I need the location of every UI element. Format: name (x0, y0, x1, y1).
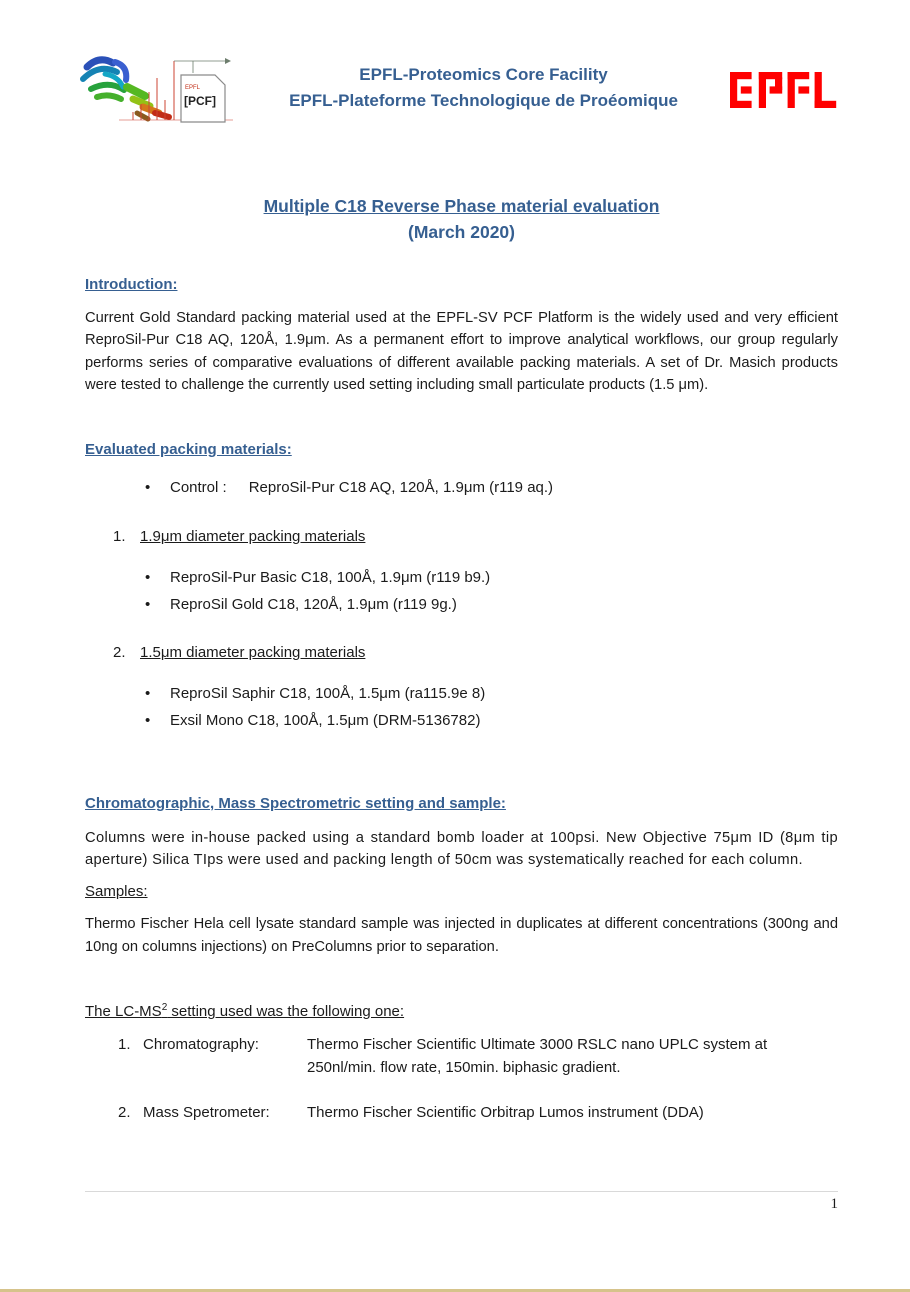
evaluated-materials-heading: Evaluated packing materials: (85, 440, 292, 458)
svg-text:EPFL: EPFL (185, 85, 201, 91)
document-body (85, 0, 838, 1125)
lcms-item-2-description: Thermo Fischer Scientific Orbitrap Lumos instrument (DDA) (307, 1104, 704, 1122)
group-1-number: 1. (113, 527, 126, 545)
lcms-heading-post: setting used was the following one: (167, 1003, 405, 1021)
lcms-item-mass-spectrometer (118, 1102, 838, 1125)
organization-title-line1: EPFL-Proteomics Core Facility (359, 65, 608, 84)
lcms-item-1-number: 1. (118, 1036, 131, 1054)
samples-paragraph: Thermo Fischer Hela cell lysate standard sample was injected in duplicates at different concentrations (300ng and 10ng on columns injections) on PreColumns prior to separation. (85, 916, 838, 955)
document-title (85, 193, 838, 245)
list-item: • Exsil Mono C18, 100Å, 1.5μm (DRM-5136782) (85, 707, 838, 734)
svg-text:[PCF]: [PCF] (184, 94, 216, 108)
group-1-title-text: 1.9μm diameter packing materials (140, 527, 366, 545)
group-1-title (113, 527, 838, 547)
lcms-item-2-number: 2. (118, 1104, 131, 1122)
lcms-heading-pre: The LC-MS (85, 1003, 162, 1021)
group-2-title-text: 1.5μm diameter packing materials (140, 643, 366, 661)
group-2-title (113, 643, 838, 663)
list-item: • ReproSil Gold C18, 120Å, 1.9μm (r119 9g.) (85, 591, 838, 618)
samples-heading: Samples: (85, 883, 148, 901)
introduction-heading: Introduction: (85, 276, 178, 293)
list-item: • ReproSil-Pur Basic C18, 100Å, 1.9μm (r119 b9.) (85, 564, 838, 591)
lcms-item-1-label: Chromatography: (143, 1036, 259, 1054)
control-label: Control : (170, 478, 227, 496)
control-material-item (85, 474, 838, 501)
lcms-item-2-label: Mass Spetrometer: (143, 1104, 270, 1122)
group-1-list (85, 564, 838, 618)
chromatography-paragraph: Columns were in-house packed using a standard bomb loader at 100psi. New Objective 75μm ID (8μm tip aperture) Silica TIps were used and packing length of 50cm was systematically reached for each column. (85, 829, 838, 869)
group-2-list (85, 680, 838, 734)
chromatography-section-heading: Chromatographic, Mass Spectrometric setting and sample: (85, 794, 506, 812)
control-value: ReproSil-Pur C18 AQ, 120Å, 1.9μm (r119 aq.) (248, 478, 554, 496)
page-number: 1 (830, 1196, 838, 1212)
organization-title-line2: EPFL-Plateforme Technologique de Proéomique (289, 91, 678, 110)
document-title-line2: (March 2020) (408, 222, 515, 242)
footer-divider (85, 1191, 838, 1192)
document-title-line1: Multiple C18 Reverse Phase material evaluation (263, 196, 660, 216)
group-2-number: 2. (113, 643, 126, 661)
lcms-item-chromatography (118, 1034, 838, 1079)
lcms-heading-superscript: 2 (161, 1002, 168, 1014)
introduction-paragraph: Current Gold Standard packing material used at the EPFL-SV PCF Platform is the widely used and very efficient ReproSil-Pur C18 AQ, 120Å, 1.9μm. As a permanent effort to improve analytical workflows, our group regularly performs series of comparative evaluations of different available packing materials. A set of Dr. Masich products were tested to challenge the currently used setting including small particulate products (1.5 μm). (85, 310, 838, 394)
lcms-item-1-description: Thermo Fischer Scientific Ultimate 3000 RSLC nano UPLC system at 250nl/min. flow rate, 150min. biphasic gradient. (307, 1036, 768, 1076)
list-item: • ReproSil Saphir C18, 100Å, 1.5μm (ra115.9e 8) (85, 680, 838, 707)
lcms-setting-heading (85, 998, 838, 1022)
